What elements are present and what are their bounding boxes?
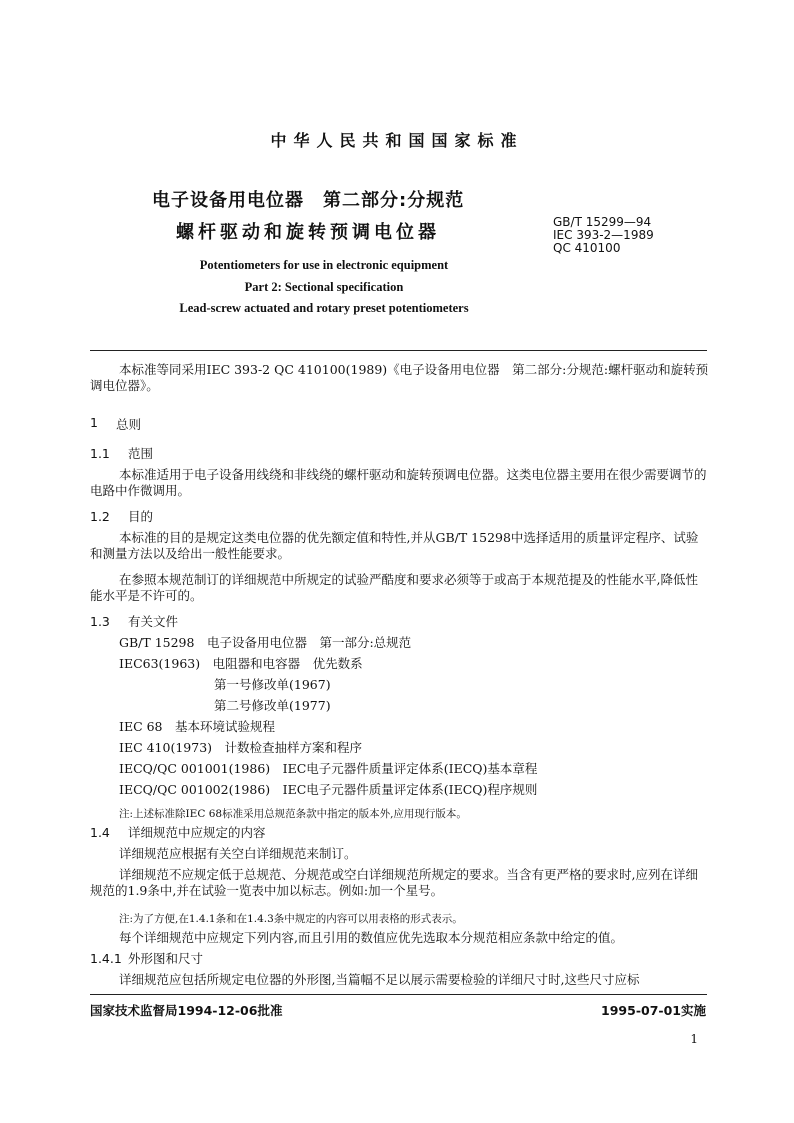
detail-spec-paragraph-2: 详细规范不应规定低于总规范、分规范或空白详细规范所规定的要求。当含有更严格的要求时,应列在详细规范的1.9条中,并在试验一览表中加以标志。例如:加一个星号。 xyxy=(90,867,698,898)
approval-date: 国家技术监督局1994-12-06批准 xyxy=(90,1003,283,1018)
section-1-1-title: 范围 xyxy=(128,446,154,461)
section-1-4-number: 1.4 xyxy=(90,825,110,840)
section-1-3-number: 1.3 xyxy=(90,614,110,629)
code-qc: QC 410100 xyxy=(553,241,621,255)
section-1-2-number: 1.2 xyxy=(90,509,110,524)
english-title-1: Potentiometers for use in electronic equipment xyxy=(199,258,449,272)
section-1-title: 总则 xyxy=(116,417,142,432)
standard-codes xyxy=(553,216,654,255)
ref-item: IECQ/QC 001002(1986) IEC电子元器件质量评定体系(IECQ)程序规则 xyxy=(119,782,538,797)
ref-item: IEC63(1963) 电阻器和电容器 优先数系 xyxy=(119,656,363,671)
national-standard-heading: 中华人民共和国国家标准 xyxy=(270,131,524,150)
page-number: 1 xyxy=(690,1032,698,1046)
ref-item-amendment: 第二号修改单(1977) xyxy=(214,698,331,713)
english-title-2: Part 2: Sectional specification xyxy=(244,280,404,294)
ref-item: IECQ/QC 001001(1986) IEC电子元器件质量评定体系(IECQ)基本章程 xyxy=(119,761,538,776)
intro-paragraph: 本标准等同采用IEC 393-2 QC 410100(1989)《电子设备用电位器 第二部分:分规范:螺杆驱动和旋转预调电位器》。 xyxy=(90,362,709,393)
note-2: 注:为了方便,在1.4.1条和在1.4.3条中规定的内容可以用表格的形式表示。 xyxy=(119,913,463,925)
effective-date: 1995-07-01实施 xyxy=(601,1003,706,1018)
code-gbt: GB/T 15299—94 xyxy=(553,215,652,229)
section-1-2-title: 目的 xyxy=(128,509,154,524)
section-1-4-1-title: 外形图和尺寸 xyxy=(128,951,204,966)
scope-paragraph: 本标准适用于电子设备用线绕和非线绕的螺杆驱动和旋转预调电位器。这类电位器主要用在很少需要调节的电路中作微调用。 xyxy=(90,467,707,498)
header-divider xyxy=(90,350,707,351)
section-1-1-number: 1.1 xyxy=(90,446,110,461)
outline-paragraph: 详细规范应包括所规定电位器的外形图,当篇幅不足以展示需要检验的详细尺寸时,这些尺寸应标 xyxy=(119,972,640,987)
code-iec: IEC 393-2—1989 xyxy=(553,228,654,242)
english-title-3: Lead-screw actuated and rotary preset potentiometers xyxy=(179,301,469,315)
section-1-number: 1 xyxy=(90,415,98,430)
section-1-4-1-number: 1.4.1 xyxy=(90,951,122,966)
section-1-3-title: 有关文件 xyxy=(128,614,179,629)
ref-item-amendment: 第一号修改单(1967) xyxy=(214,677,331,692)
footer-divider xyxy=(90,994,707,995)
note-1: 注:上述标准除IEC 68标准采用总规范条款中指定的版本外,应用现行版本。 xyxy=(119,808,467,820)
ref-item: IEC 68 基本环境试验规程 xyxy=(119,719,276,734)
purpose-paragraph-1: 本标准的目的是规定这类电位器的优先额定值和特性,并从GB/T 15298中选择适用的质量评定程序、试验和测量方法以及给出一般性能要求。 xyxy=(90,530,699,561)
title-line-1: 电子设备用电位器 第二部分:分规范 xyxy=(152,190,465,211)
detail-spec-paragraph-3: 每个详细规范中应规定下列内容,而且引用的数值应优先选取本分规范相应条款中给定的值。 xyxy=(119,930,623,945)
ref-item: GB/T 15298 电子设备用电位器 第一部分:总规范 xyxy=(119,635,412,650)
section-1-4-title: 详细规范中应规定的内容 xyxy=(128,825,266,840)
detail-spec-paragraph-1: 详细规范应根据有关空白详细规范来制订。 xyxy=(119,846,357,861)
purpose-paragraph-2: 在参照本规范制订的详细规范中所规定的试验严酷度和要求必须等于或高于本规范提及的性能水平,降低性能水平是不许可的。 xyxy=(90,572,698,603)
title-line-2: 螺杆驱动和旋转预调电位器 xyxy=(176,222,440,243)
ref-item: IEC 410(1973) 计数检查抽样方案和程序 xyxy=(119,740,363,755)
